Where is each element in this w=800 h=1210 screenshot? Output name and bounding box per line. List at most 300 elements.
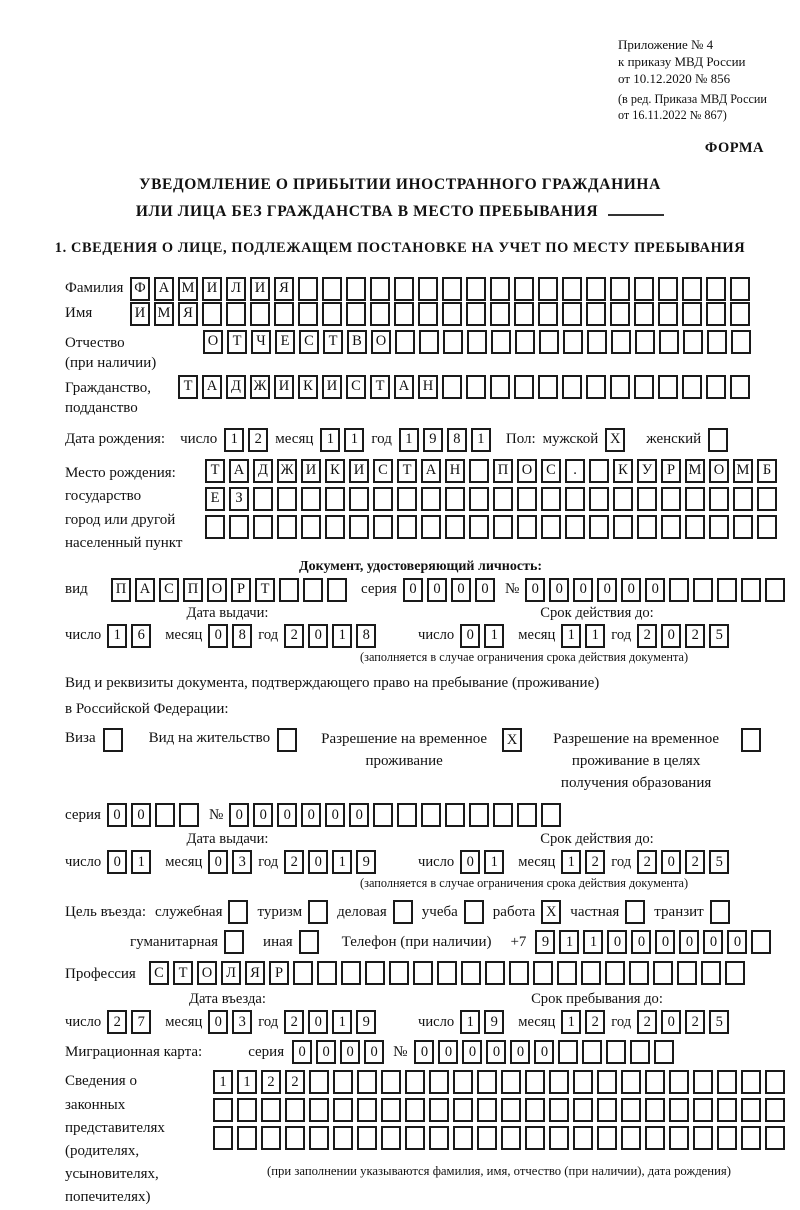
- char-cell[interactable]: 1: [585, 624, 605, 648]
- char-cell[interactable]: [429, 1126, 449, 1150]
- char-cell[interactable]: [213, 1098, 233, 1122]
- char-cell[interactable]: 0: [462, 1040, 482, 1064]
- char-cell[interactable]: 5: [709, 850, 729, 874]
- char-cell[interactable]: 2: [685, 1010, 705, 1034]
- char-cell[interactable]: 0: [301, 803, 321, 827]
- char-cell[interactable]: [250, 302, 270, 326]
- char-cell[interactable]: [717, 578, 737, 602]
- char-cell[interactable]: [645, 1070, 665, 1094]
- char-cell[interactable]: [549, 1070, 569, 1094]
- char-cell[interactable]: [682, 302, 702, 326]
- char-cell[interactable]: А: [421, 459, 441, 483]
- char-cell[interactable]: [562, 277, 582, 301]
- char-cell[interactable]: 0: [438, 1040, 458, 1064]
- char-cell[interactable]: [741, 1126, 761, 1150]
- char-cell[interactable]: 0: [525, 578, 545, 602]
- char-cell[interactable]: 0: [549, 578, 569, 602]
- char-cell[interactable]: [573, 1070, 593, 1094]
- char-cell[interactable]: [429, 1070, 449, 1094]
- char-cell[interactable]: С: [159, 578, 179, 602]
- char-cell[interactable]: [634, 277, 654, 301]
- char-cell[interactable]: [397, 803, 417, 827]
- char-cell[interactable]: 9: [356, 1010, 376, 1034]
- char-cell[interactable]: Т: [397, 459, 417, 483]
- char-cell[interactable]: 8: [232, 624, 252, 648]
- char-cell[interactable]: 6: [131, 624, 151, 648]
- char-cell[interactable]: 3: [232, 850, 252, 874]
- char-cell[interactable]: Р: [269, 961, 289, 985]
- char-cell[interactable]: [490, 302, 510, 326]
- char-cell[interactable]: [413, 961, 433, 985]
- char-cell[interactable]: 2: [285, 1070, 305, 1094]
- char-cell[interactable]: [587, 330, 607, 354]
- char-cell[interactable]: 0: [364, 1040, 384, 1064]
- char-cell[interactable]: 0: [703, 930, 723, 954]
- char-cell[interactable]: С: [541, 459, 561, 483]
- char-cell[interactable]: [466, 375, 486, 399]
- char-cell[interactable]: [751, 930, 771, 954]
- char-cell[interactable]: 1: [237, 1070, 257, 1094]
- char-cell[interactable]: 0: [534, 1040, 554, 1064]
- char-cell[interactable]: [653, 961, 673, 985]
- char-cell[interactable]: [563, 330, 583, 354]
- char-cell[interactable]: [621, 1098, 641, 1122]
- char-cell[interactable]: А: [394, 375, 414, 399]
- char-cell[interactable]: [525, 1070, 545, 1094]
- char-cell[interactable]: 1: [320, 428, 340, 452]
- char-cell[interactable]: 0: [308, 1010, 328, 1034]
- char-cell[interactable]: [357, 1098, 377, 1122]
- char-cell[interactable]: [613, 487, 633, 511]
- char-cell[interactable]: [549, 1126, 569, 1150]
- char-cell[interactable]: 0: [661, 850, 681, 874]
- char-cell[interactable]: [710, 900, 730, 924]
- char-cell[interactable]: [333, 1070, 353, 1094]
- char-cell[interactable]: [322, 302, 342, 326]
- char-cell[interactable]: Л: [226, 277, 246, 301]
- char-cell[interactable]: 2: [637, 850, 657, 874]
- char-cell[interactable]: Т: [205, 459, 225, 483]
- char-cell[interactable]: 1: [344, 428, 364, 452]
- char-cell[interactable]: А: [229, 459, 249, 483]
- char-cell[interactable]: [445, 803, 465, 827]
- char-cell[interactable]: [525, 1126, 545, 1150]
- char-cell[interactable]: [333, 1098, 353, 1122]
- char-cell[interactable]: [469, 459, 489, 483]
- char-cell[interactable]: М: [154, 302, 174, 326]
- char-cell[interactable]: [405, 1070, 425, 1094]
- char-cell[interactable]: Н: [445, 459, 465, 483]
- char-cell[interactable]: [709, 487, 729, 511]
- char-cell[interactable]: Н: [418, 375, 438, 399]
- char-cell[interactable]: 0: [573, 578, 593, 602]
- char-cell[interactable]: [365, 961, 385, 985]
- char-cell[interactable]: [557, 961, 577, 985]
- char-cell[interactable]: А: [202, 375, 222, 399]
- char-cell[interactable]: 9: [535, 930, 555, 954]
- char-cell[interactable]: [325, 487, 345, 511]
- char-cell[interactable]: 2: [685, 624, 705, 648]
- char-cell[interactable]: [597, 1070, 617, 1094]
- char-cell[interactable]: [606, 1040, 626, 1064]
- char-cell[interactable]: О: [371, 330, 391, 354]
- char-cell[interactable]: [509, 961, 529, 985]
- char-cell[interactable]: [493, 803, 513, 827]
- char-cell[interactable]: [589, 515, 609, 539]
- char-cell[interactable]: [501, 1126, 521, 1150]
- char-cell[interactable]: 9: [356, 850, 376, 874]
- char-cell[interactable]: Ж: [250, 375, 270, 399]
- char-cell[interactable]: Ф: [130, 277, 150, 301]
- char-cell[interactable]: [541, 515, 561, 539]
- char-cell[interactable]: [685, 487, 705, 511]
- char-cell[interactable]: [442, 277, 462, 301]
- char-cell[interactable]: Я: [274, 277, 294, 301]
- char-cell[interactable]: [611, 330, 631, 354]
- char-cell[interactable]: 7: [131, 1010, 151, 1034]
- char-cell[interactable]: [683, 330, 703, 354]
- char-cell[interactable]: 1: [399, 428, 419, 452]
- char-cell[interactable]: 0: [131, 803, 151, 827]
- char-cell[interactable]: О: [203, 330, 223, 354]
- char-cell[interactable]: [693, 1126, 713, 1150]
- char-cell[interactable]: 0: [631, 930, 651, 954]
- char-cell[interactable]: С: [149, 961, 169, 985]
- char-cell[interactable]: Т: [227, 330, 247, 354]
- char-cell[interactable]: [733, 515, 753, 539]
- char-cell[interactable]: [765, 1126, 785, 1150]
- char-cell[interactable]: [443, 330, 463, 354]
- char-cell[interactable]: [605, 961, 625, 985]
- char-cell[interactable]: О: [517, 459, 537, 483]
- char-cell[interactable]: [467, 330, 487, 354]
- char-cell[interactable]: [477, 1098, 497, 1122]
- char-cell[interactable]: [645, 1126, 665, 1150]
- char-cell[interactable]: [625, 900, 645, 924]
- char-cell[interactable]: [469, 803, 489, 827]
- char-cell[interactable]: [597, 1098, 617, 1122]
- char-cell[interactable]: [224, 930, 244, 954]
- char-cell[interactable]: Т: [178, 375, 198, 399]
- char-cell[interactable]: [501, 1070, 521, 1094]
- char-cell[interactable]: [637, 487, 657, 511]
- char-cell[interactable]: [541, 803, 561, 827]
- char-cell[interactable]: [285, 1126, 305, 1150]
- char-cell[interactable]: К: [325, 459, 345, 483]
- char-cell[interactable]: [179, 803, 199, 827]
- char-cell[interactable]: А: [154, 277, 174, 301]
- char-cell[interactable]: [582, 1040, 602, 1064]
- char-cell[interactable]: 0: [107, 850, 127, 874]
- char-cell[interactable]: [346, 302, 366, 326]
- char-cell[interactable]: Т: [370, 375, 390, 399]
- char-cell[interactable]: [706, 375, 726, 399]
- char-cell[interactable]: П: [493, 459, 513, 483]
- char-cell[interactable]: [677, 961, 697, 985]
- char-cell[interactable]: [303, 578, 323, 602]
- char-cell[interactable]: 0: [277, 803, 297, 827]
- char-cell[interactable]: Д: [226, 375, 246, 399]
- char-cell[interactable]: [299, 930, 319, 954]
- char-cell[interactable]: 0: [308, 624, 328, 648]
- char-cell[interactable]: .: [565, 459, 585, 483]
- char-cell[interactable]: [517, 803, 537, 827]
- char-cell[interactable]: [661, 487, 681, 511]
- char-cell[interactable]: [437, 961, 457, 985]
- char-cell[interactable]: [490, 277, 510, 301]
- char-cell[interactable]: [621, 1070, 641, 1094]
- char-cell[interactable]: [381, 1098, 401, 1122]
- char-cell[interactable]: [682, 277, 702, 301]
- char-cell[interactable]: [765, 578, 785, 602]
- char-cell[interactable]: С: [373, 459, 393, 483]
- char-cell[interactable]: [453, 1098, 473, 1122]
- char-cell[interactable]: [381, 1070, 401, 1094]
- char-cell[interactable]: 0: [208, 1010, 228, 1034]
- char-cell[interactable]: 0: [475, 578, 495, 602]
- char-cell[interactable]: [634, 375, 654, 399]
- char-cell[interactable]: [453, 1126, 473, 1150]
- char-cell[interactable]: 1: [224, 428, 244, 452]
- char-cell[interactable]: [693, 578, 713, 602]
- char-cell[interactable]: 0: [340, 1040, 360, 1064]
- char-cell[interactable]: [213, 1126, 233, 1150]
- char-cell[interactable]: [469, 515, 489, 539]
- char-cell[interactable]: [589, 487, 609, 511]
- char-cell[interactable]: [293, 961, 313, 985]
- char-cell[interactable]: 3: [232, 1010, 252, 1034]
- char-cell[interactable]: X: [502, 728, 522, 752]
- char-cell[interactable]: [485, 961, 505, 985]
- char-cell[interactable]: В: [347, 330, 367, 354]
- char-cell[interactable]: [730, 302, 750, 326]
- char-cell[interactable]: 0: [349, 803, 369, 827]
- char-cell[interactable]: [466, 302, 486, 326]
- char-cell[interactable]: 1: [561, 1010, 581, 1034]
- char-cell[interactable]: П: [183, 578, 203, 602]
- char-cell[interactable]: [103, 728, 123, 752]
- char-cell[interactable]: И: [202, 277, 222, 301]
- char-cell[interactable]: [279, 578, 299, 602]
- char-cell[interactable]: И: [301, 459, 321, 483]
- char-cell[interactable]: [445, 487, 465, 511]
- char-cell[interactable]: [669, 1070, 689, 1094]
- char-cell[interactable]: [538, 302, 558, 326]
- char-cell[interactable]: [477, 1126, 497, 1150]
- char-cell[interactable]: 0: [661, 1010, 681, 1034]
- char-cell[interactable]: М: [685, 459, 705, 483]
- char-cell[interactable]: 2: [284, 624, 304, 648]
- char-cell[interactable]: 0: [292, 1040, 312, 1064]
- char-cell[interactable]: [261, 1098, 281, 1122]
- char-cell[interactable]: [682, 375, 702, 399]
- char-cell[interactable]: Е: [275, 330, 295, 354]
- char-cell[interactable]: 2: [637, 1010, 657, 1034]
- char-cell[interactable]: 5: [709, 1010, 729, 1034]
- char-cell[interactable]: [333, 1126, 353, 1150]
- char-cell[interactable]: [453, 1070, 473, 1094]
- char-cell[interactable]: [229, 515, 249, 539]
- char-cell[interactable]: [349, 487, 369, 511]
- char-cell[interactable]: У: [637, 459, 657, 483]
- char-cell[interactable]: [490, 375, 510, 399]
- char-cell[interactable]: 9: [423, 428, 443, 452]
- char-cell[interactable]: 0: [597, 578, 617, 602]
- char-cell[interactable]: [589, 459, 609, 483]
- char-cell[interactable]: [654, 1040, 674, 1064]
- char-cell[interactable]: [357, 1126, 377, 1150]
- char-cell[interactable]: [586, 375, 606, 399]
- char-cell[interactable]: X: [541, 900, 561, 924]
- char-cell[interactable]: [389, 961, 409, 985]
- char-cell[interactable]: [421, 515, 441, 539]
- char-cell[interactable]: [155, 803, 175, 827]
- char-cell[interactable]: [442, 375, 462, 399]
- char-cell[interactable]: [658, 277, 678, 301]
- char-cell[interactable]: 1: [484, 624, 504, 648]
- char-cell[interactable]: Т: [173, 961, 193, 985]
- char-cell[interactable]: М: [178, 277, 198, 301]
- char-cell[interactable]: [573, 1126, 593, 1150]
- char-cell[interactable]: Т: [255, 578, 275, 602]
- char-cell[interactable]: [277, 728, 297, 752]
- char-cell[interactable]: 8: [447, 428, 467, 452]
- char-cell[interactable]: [370, 302, 390, 326]
- char-cell[interactable]: Ч: [251, 330, 271, 354]
- char-cell[interactable]: 0: [460, 850, 480, 874]
- char-cell[interactable]: [253, 515, 273, 539]
- char-cell[interactable]: X: [605, 428, 625, 452]
- char-cell[interactable]: 2: [284, 1010, 304, 1034]
- char-cell[interactable]: [733, 487, 753, 511]
- char-cell[interactable]: [301, 487, 321, 511]
- char-cell[interactable]: [421, 803, 441, 827]
- char-cell[interactable]: 1: [484, 850, 504, 874]
- char-cell[interactable]: 9: [484, 1010, 504, 1034]
- char-cell[interactable]: [253, 487, 273, 511]
- char-cell[interactable]: [261, 1126, 281, 1150]
- char-cell[interactable]: [469, 487, 489, 511]
- char-cell[interactable]: [514, 277, 534, 301]
- char-cell[interactable]: К: [613, 459, 633, 483]
- char-cell[interactable]: [757, 487, 777, 511]
- char-cell[interactable]: 0: [208, 850, 228, 874]
- char-cell[interactable]: И: [130, 302, 150, 326]
- char-cell[interactable]: [395, 330, 415, 354]
- char-cell[interactable]: [341, 961, 361, 985]
- char-cell[interactable]: [237, 1126, 257, 1150]
- char-cell[interactable]: [418, 302, 438, 326]
- char-cell[interactable]: 0: [727, 930, 747, 954]
- char-cell[interactable]: [562, 375, 582, 399]
- char-cell[interactable]: А: [135, 578, 155, 602]
- char-cell[interactable]: [322, 277, 342, 301]
- char-cell[interactable]: [346, 277, 366, 301]
- char-cell[interactable]: [741, 728, 761, 752]
- char-cell[interactable]: Ж: [277, 459, 297, 483]
- char-cell[interactable]: [610, 302, 630, 326]
- char-cell[interactable]: [277, 515, 297, 539]
- char-cell[interactable]: [445, 515, 465, 539]
- char-cell[interactable]: [610, 277, 630, 301]
- char-cell[interactable]: 0: [451, 578, 471, 602]
- char-cell[interactable]: [373, 803, 393, 827]
- char-cell[interactable]: Я: [245, 961, 265, 985]
- char-cell[interactable]: 0: [621, 578, 641, 602]
- char-cell[interactable]: [708, 428, 728, 452]
- char-cell[interactable]: М: [733, 459, 753, 483]
- char-cell[interactable]: [202, 302, 222, 326]
- char-cell[interactable]: [405, 1098, 425, 1122]
- char-cell[interactable]: [327, 578, 347, 602]
- char-cell[interactable]: [613, 515, 633, 539]
- char-cell[interactable]: [693, 1098, 713, 1122]
- char-cell[interactable]: И: [250, 277, 270, 301]
- char-cell[interactable]: Р: [661, 459, 681, 483]
- char-cell[interactable]: 1: [471, 428, 491, 452]
- char-cell[interactable]: 0: [679, 930, 699, 954]
- char-cell[interactable]: [659, 330, 679, 354]
- char-cell[interactable]: [493, 515, 513, 539]
- char-cell[interactable]: [491, 330, 511, 354]
- char-cell[interactable]: [205, 515, 225, 539]
- char-cell[interactable]: [707, 330, 727, 354]
- char-cell[interactable]: 0: [414, 1040, 434, 1064]
- title-blank-line[interactable]: [608, 201, 664, 216]
- char-cell[interactable]: [393, 900, 413, 924]
- char-cell[interactable]: 2: [637, 624, 657, 648]
- char-cell[interactable]: [610, 375, 630, 399]
- char-cell[interactable]: [658, 375, 678, 399]
- char-cell[interactable]: [405, 1126, 425, 1150]
- char-cell[interactable]: 0: [325, 803, 345, 827]
- char-cell[interactable]: [765, 1070, 785, 1094]
- char-cell[interactable]: [562, 302, 582, 326]
- char-cell[interactable]: [514, 375, 534, 399]
- char-cell[interactable]: [597, 1126, 617, 1150]
- char-cell[interactable]: [370, 277, 390, 301]
- char-cell[interactable]: [725, 961, 745, 985]
- char-cell[interactable]: [373, 515, 393, 539]
- char-cell[interactable]: 0: [403, 578, 423, 602]
- char-cell[interactable]: [373, 487, 393, 511]
- char-cell[interactable]: [538, 277, 558, 301]
- char-cell[interactable]: 0: [486, 1040, 506, 1064]
- char-cell[interactable]: [629, 961, 649, 985]
- char-cell[interactable]: [317, 961, 337, 985]
- char-cell[interactable]: [693, 1070, 713, 1094]
- char-cell[interactable]: [461, 961, 481, 985]
- char-cell[interactable]: [645, 1098, 665, 1122]
- char-cell[interactable]: [539, 330, 559, 354]
- char-cell[interactable]: [717, 1098, 737, 1122]
- char-cell[interactable]: Б: [757, 459, 777, 483]
- char-cell[interactable]: [285, 1098, 305, 1122]
- char-cell[interactable]: [565, 487, 585, 511]
- char-cell[interactable]: [533, 961, 553, 985]
- char-cell[interactable]: 0: [316, 1040, 336, 1064]
- char-cell[interactable]: 0: [661, 624, 681, 648]
- char-cell[interactable]: 1: [213, 1070, 233, 1094]
- char-cell[interactable]: 0: [460, 624, 480, 648]
- char-cell[interactable]: [309, 1070, 329, 1094]
- char-cell[interactable]: [418, 277, 438, 301]
- char-cell[interactable]: [477, 1070, 497, 1094]
- char-cell[interactable]: 1: [332, 850, 352, 874]
- char-cell[interactable]: [669, 1126, 689, 1150]
- char-cell[interactable]: 0: [253, 803, 273, 827]
- char-cell[interactable]: [538, 375, 558, 399]
